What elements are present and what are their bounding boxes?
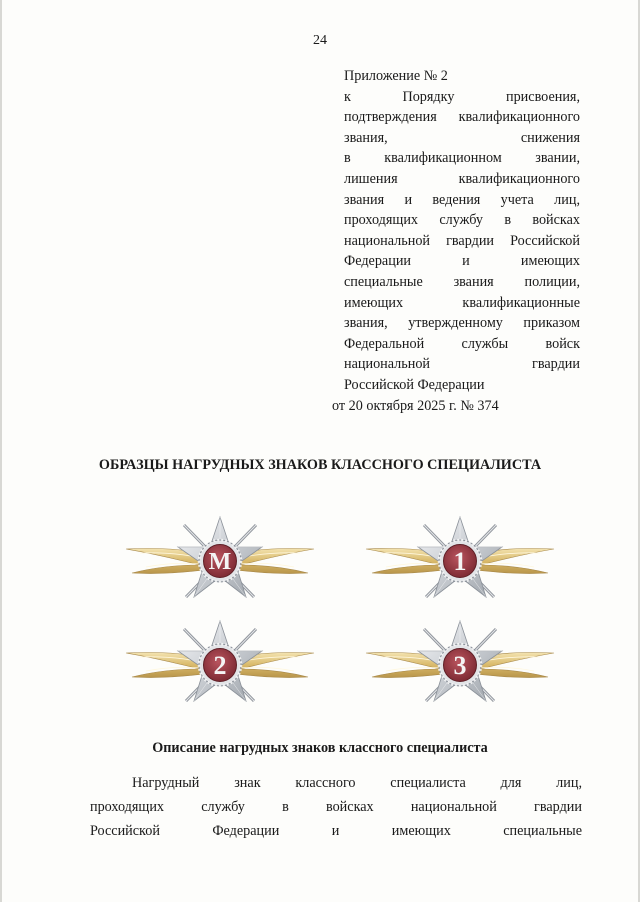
appendix-line: звания, утвержденному приказом: [344, 315, 580, 332]
main-title: ОБРАЗЦЫ НАГРУДНЫХ ЗНАКОВ КЛАССНОГО СПЕЦИАЛИСТА: [98, 457, 542, 473]
badge-image: [362, 619, 558, 711]
body-line: Российской Федерации и имеющих специальные: [90, 823, 582, 839]
badge-label: 1: [453, 547, 467, 576]
appendix-line: звания и ведения учета лиц,: [344, 191, 580, 208]
badge-class-1: [362, 515, 558, 607]
appendix-line: проходящих службу в войсках: [344, 212, 580, 229]
badge-class-2: [122, 619, 318, 711]
appendix-line: в квалификационном звании,: [344, 150, 580, 167]
badge-master: [122, 515, 318, 607]
badge-image: [122, 515, 318, 607]
body-line: Нагрудный знак классного специалиста для лиц,: [132, 775, 582, 791]
body-line: проходящих службу в войсках национальной гвардии: [90, 799, 582, 815]
appendix-line: имеющих квалификационные: [344, 294, 580, 311]
section-title: Описание нагрудных знаков классного специалиста: [152, 740, 488, 756]
appendix-line: национальной гвардии Российской: [344, 232, 580, 249]
appendix-line: национальной гвардии: [344, 356, 580, 373]
badge-label: М: [208, 549, 232, 575]
badge-samples: [112, 515, 582, 705]
scan-edge-left: [0, 0, 2, 902]
badge-label: 2: [213, 651, 227, 680]
appendix-line: лишения квалификационного: [344, 170, 580, 187]
appendix-line: Российской Федерации: [344, 376, 485, 393]
appendix-line: звания, снижения: [344, 129, 580, 146]
body-paragraph: [90, 771, 582, 843]
appendix-line: специальные звания полиции,: [344, 273, 580, 290]
appendix-title: Приложение № 2: [344, 68, 448, 84]
badge-image: [362, 515, 558, 607]
badge-class-3: [362, 619, 558, 711]
appendix-date: от 20 октября 2025 г. № 374: [332, 397, 499, 414]
appendix-line: Федеральной службы войск: [344, 335, 580, 352]
page-number: 24: [313, 33, 327, 48]
badge-image: [122, 619, 318, 711]
appendix-line: к Порядку присвоения,: [344, 88, 580, 105]
badge-label: 3: [453, 651, 467, 680]
appendix-header: [332, 66, 580, 416]
appendix-line: подтверждения квалификационного: [344, 109, 580, 126]
appendix-line: Федерации и имеющих: [344, 253, 580, 270]
